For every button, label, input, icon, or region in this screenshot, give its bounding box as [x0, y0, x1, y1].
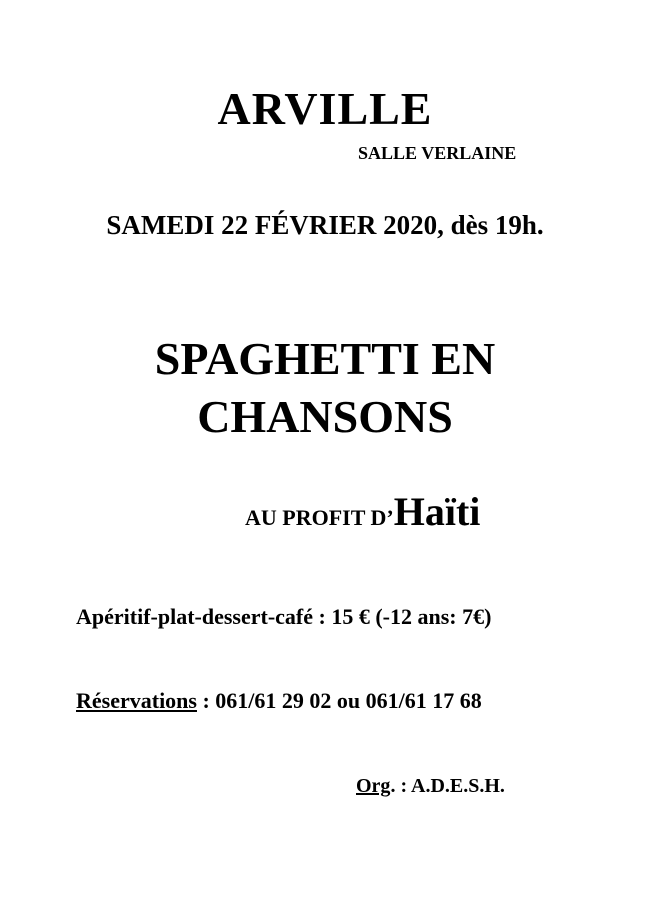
organizer-label: Org [356, 775, 391, 797]
benefit-prefix: AU PROFIT D’ [245, 505, 394, 530]
organizer-name: . : A.D.E.S.H. [390, 775, 505, 797]
benefit-line [245, 489, 481, 534]
event-title-line-2: CHANSONS [197, 391, 453, 442]
price-info: Apéritif-plat-dessert-café : 15 € (-12 ans: 7€) [76, 604, 492, 629]
reservations-phones: : 061/61 29 02 ou 061/61 17 68 [196, 688, 482, 713]
event-date: SAMEDI 22 FÉVRIER 2020, dès 19h. [106, 210, 544, 240]
benefit-name: Haïti [393, 489, 481, 534]
reservations-label: Réservations [76, 688, 197, 713]
reservations-info [76, 690, 482, 712]
town-name: ARVILLE [217, 83, 433, 134]
event-title-line-1: SPAGHETTI EN [154, 333, 496, 384]
organizer-info [356, 776, 505, 796]
event-title [0, 330, 650, 446]
venue-name: SALLE VERLAINE [358, 143, 517, 163]
